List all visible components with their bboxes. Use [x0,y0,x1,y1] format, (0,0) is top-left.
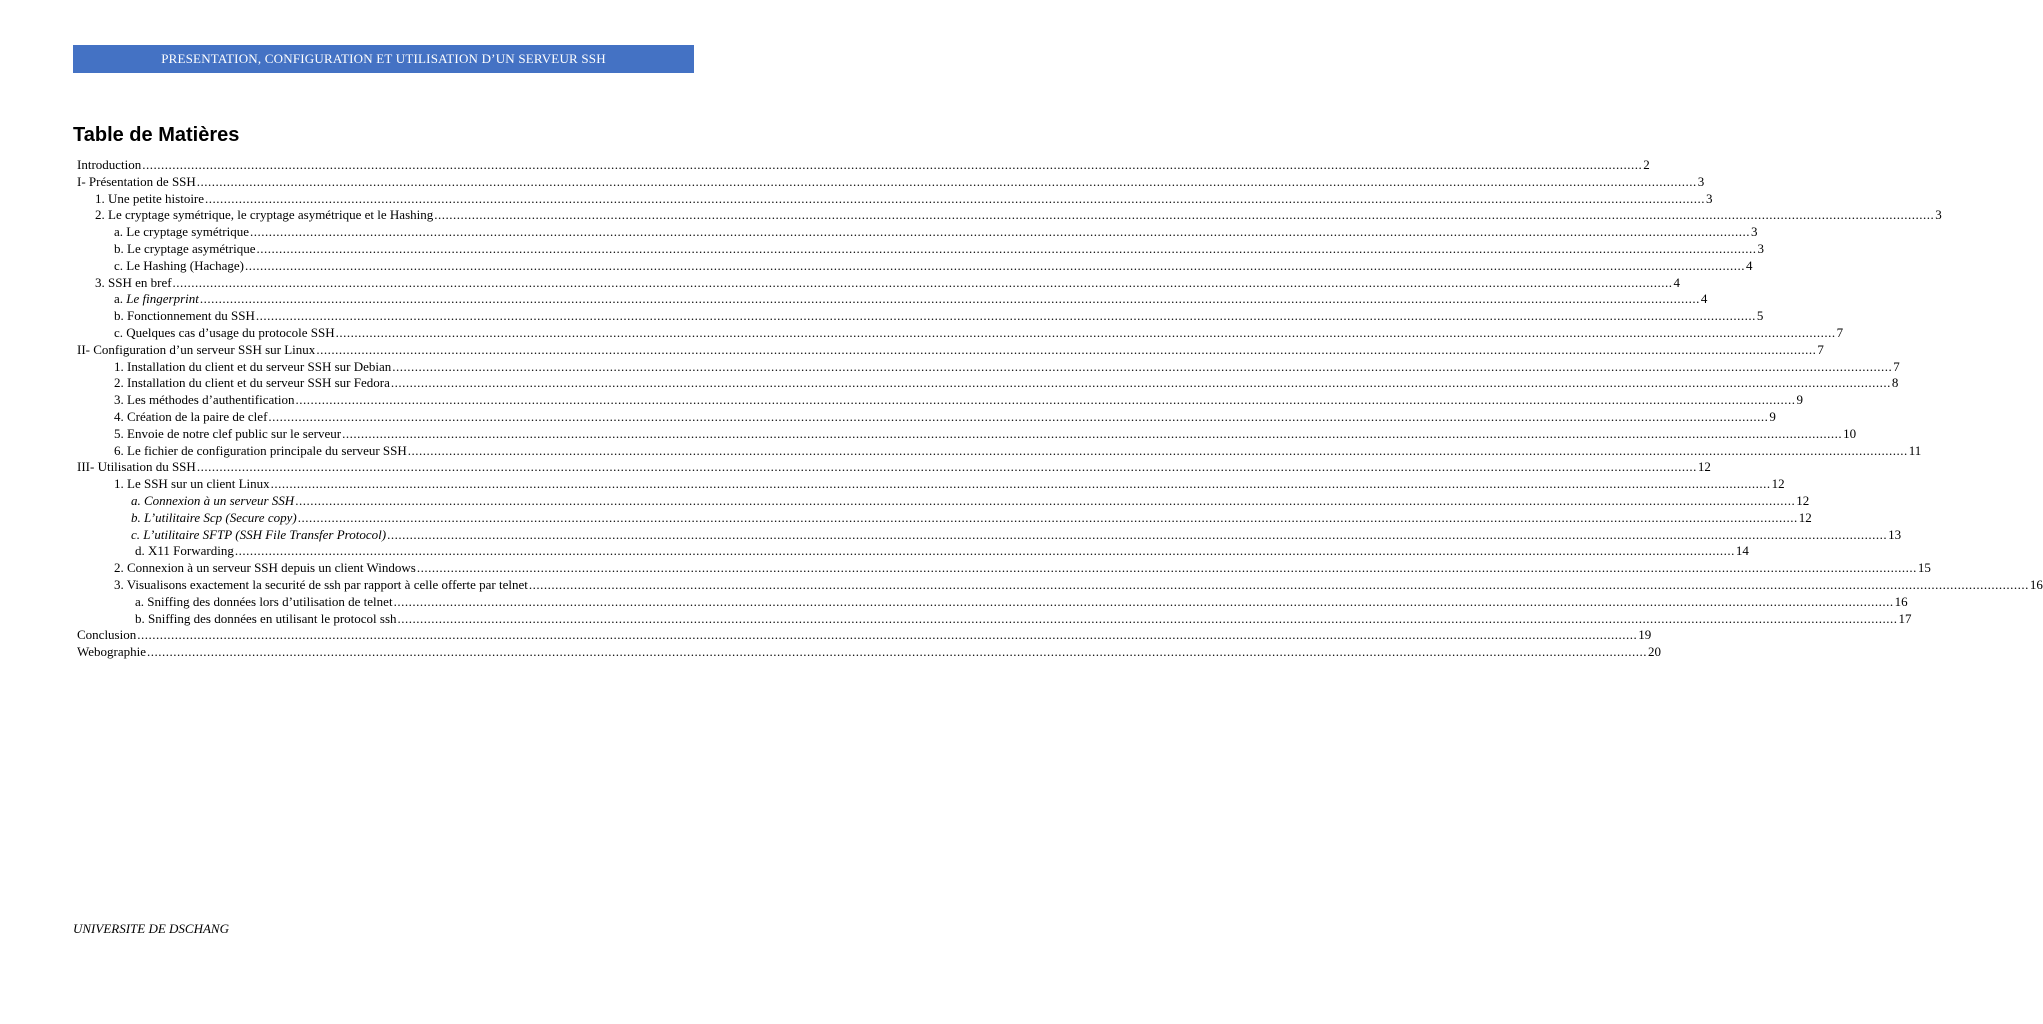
toc-entry-label: I- Présentation de SSH [77,173,196,189]
toc-entry-label: 2. Installation du client et du serveur SSH sur Fedora [114,375,390,391]
toc-entry-page: 12 [1796,492,1810,508]
toc-leader-dots: ................................................................................................................................................................................................................................................................................................................................................................................................................ [250,224,1750,240]
toc-leader-dots: ................................................................................................................................................................................................................................................................................................................................................................................................................ [297,509,1798,525]
toc-entry-page: 16 [1894,593,1908,609]
toc-entry[interactable] [77,308,1764,325]
toc-entry[interactable] [77,240,1764,258]
toc-entry-page: 19 [1638,627,1652,643]
toc-entry[interactable] [77,157,1650,174]
toc-entry[interactable] [77,207,1942,224]
toc-leader-dots: ................................................................................................................................................................................................................................................................................................................................................................................................................ [196,173,1697,189]
toc-entry-page: 4 [1745,257,1753,273]
toc-entry-label: Introduction [77,157,142,172]
toc-entry-label: c. Le Hashing (Hachage) [114,257,244,273]
toc-entry-page: 12 [1697,459,1711,475]
toc-entry-page: 15 [1917,560,1931,576]
toc-leader-dots: ................................................................................................................................................................................................................................................................................................................................................................................................................ [146,644,1647,660]
toc-leader-dots: ................................................................................................................................................................................................................................................................................................................................................................................................................ [295,492,1796,508]
toc-entry-page: 3 [1757,240,1764,256]
toc-entry[interactable] [77,526,1902,544]
toc-entry-page: 20 [1647,644,1661,660]
toc-entry-page: 2 [1643,157,1650,172]
toc-entry[interactable] [77,593,1908,611]
toc-entry[interactable] [77,476,1785,493]
toc-entry[interactable] [77,627,1652,644]
toc-entry[interactable] [77,375,1899,392]
toc-leader-dots: ................................................................................................................................................................................................................................................................................................................................................................................................................ [416,560,1917,576]
toc-entry-prefix: a. [114,291,127,307]
toc-entry-label: b. L’utilitaire Scp (Secure copy) [131,509,297,525]
toc-entry-page: 5 [1756,308,1764,324]
toc-entry-page: 12 [1771,476,1785,492]
toc-leader-dots: ................................................................................................................................................................................................................................................................................................................................................................................................................ [335,324,1836,340]
toc-leader-dots: ................................................................................................................................................................................................................................................................................................................................................................................................................ [244,257,1745,273]
toc-leader-dots: ................................................................................................................................................................................................................................................................................................................................................................................................................ [390,375,1891,391]
toc-leader-dots: ................................................................................................................................................................................................................................................................................................................................................................................................................ [256,240,1757,256]
toc-leader-dots: ................................................................................................................................................................................................................................................................................................................................................................................................................ [295,392,1796,408]
toc-entry-label: Webographie [77,644,146,660]
toc-leader-dots: ................................................................................................................................................................................................................................................................................................................................................................................................................ [268,408,1769,424]
toc-leader-dots: ................................................................................................................................................................................................................................................................................................................................................................................................................ [342,425,1843,441]
toc-entry-page: 8 [1891,375,1899,391]
toc-entry[interactable] [77,291,1708,308]
toc-entry-label [114,291,199,308]
toc-entry[interactable] [77,442,1922,460]
toc-leader-dots: ................................................................................................................................................................................................................................................................................................................................................................................................................ [407,442,1908,458]
toc-entry-label: 2. Connexion à un serveur SSH depuis un client Windows [114,560,416,576]
toc-entry[interactable] [77,425,1857,443]
toc-entry-label: III- Utilisation du SSH [77,459,196,475]
toc-leader-dots: ................................................................................................................................................................................................................................................................................................................................................................................................................ [434,207,1935,223]
toc-leader-dots: ................................................................................................................................................................................................................................................................................................................................................................................................................ [270,476,1771,492]
toc-entry-label: c. L’utilitaire SFTP (SSH File Transfer Protocol) [131,526,387,542]
toc-entry-page: 16 [2029,576,2043,592]
toc-leader-dots: ................................................................................................................................................................................................................................................................................................................................................................................................................ [199,291,1700,307]
toc-entry-label: d. X11 Forwarding [135,543,234,559]
toc-entry-label: 1. Installation du client et du serveur SSH sur Debian [114,358,392,374]
toc-entry[interactable] [77,408,1776,426]
toc-entry-page: 9 [1769,408,1776,424]
toc-entry-page: 7 [1817,341,1824,357]
toc-entry-label: 4. Création de la paire de clef [114,408,268,424]
toc-leader-dots: ................................................................................................................................................................................................................................................................................................................................................................................................................ [397,610,1898,626]
toc-entry-page: 12 [1798,509,1812,525]
toc-leader-dots: ................................................................................................................................................................................................................................................................................................................................................................................................................ [255,308,1756,324]
toc-entry[interactable] [77,341,1824,359]
toc-entry-label: a. Le cryptage symétrique [114,224,249,240]
toc-entry[interactable] [77,560,1931,577]
toc-leader-dots: ................................................................................................................................................................................................................................................................................................................................................................................................................ [142,157,1643,172]
toc-entry-page: 13 [1888,526,1902,542]
toc-leader-dots: ................................................................................................................................................................................................................................................................................................................................................................................................................ [196,459,1697,475]
toc-entry[interactable] [77,324,1844,342]
toc-leader-dots: ................................................................................................................................................................................................................................................................................................................................................................................................................ [234,543,1735,559]
toc-entry[interactable] [77,274,1681,292]
toc-entry-label: 3. SSH en bref [95,274,172,290]
toc-leader-dots: ................................................................................................................................................................................................................................................................................................................................................................................................................ [205,190,1706,206]
toc-entry-label: 5. Envoie de notre clef public sur le serveur [114,425,342,441]
toc-leader-dots: ................................................................................................................................................................................................................................................................................................................................................................................................................ [172,274,1673,290]
toc-leader-dots: ................................................................................................................................................................................................................................................................................................................................................................................................................ [137,627,1638,643]
toc-entry-label: 3. Les méthodes d’authentification [114,392,295,408]
toc-entry-label: c. Quelques cas d’usage du protocole SSH [114,324,335,340]
toc-leader-dots: ................................................................................................................................................................................................................................................................................................................................................................................................................ [392,358,1893,374]
toc-entry[interactable] [77,610,1912,628]
toc-entry-page: 7 [1836,324,1844,340]
toc-entry-label: II- Configuration d’un serveur SSH sur Linux [77,341,316,357]
toc-entry[interactable] [77,190,1713,208]
toc-leader-dots: ................................................................................................................................................................................................................................................................................................................................................................................................................ [316,341,1817,357]
toc-entry[interactable] [77,392,1804,409]
toc-entry[interactable] [77,576,2043,594]
toc-entry-page: 10 [1843,425,1857,441]
toc-entry-label: a. Sniffing des données lors d’utilisation de telnet [135,593,393,609]
toc-entry-label: b. Fonctionnement du SSH [114,308,255,324]
toc-entry-label: 2. Le cryptage symétrique, le cryptage asymétrique et le Hashing [95,207,434,223]
toc-entry-label: 1. Le SSH sur un client Linux [114,476,270,492]
toc-entry-page: 3 [1751,224,1758,240]
toc-entry-page: 3 [1935,207,1942,223]
toc-entry-label: a. Connexion à un serveur SSH [131,492,295,508]
toc-entry-page: 14 [1735,543,1749,559]
toc-entry-page: 3 [1706,190,1713,206]
document-header-bar [73,45,694,73]
toc-entry-page: 17 [1898,610,1912,626]
toc-entry[interactable] [77,257,1753,275]
toc-entry-label: b. Le cryptage asymétrique [114,240,256,256]
toc-entry-page: 4 [1700,291,1708,307]
toc-entry[interactable] [77,644,1661,661]
toc-entry[interactable] [77,543,1749,560]
toc-entry[interactable] [77,224,1758,241]
toc-entry[interactable] [77,358,1900,376]
toc-entry-label: 1. Une petite histoire [95,190,205,206]
toc-entry-page: 4 [1673,274,1681,290]
toc-leader-dots: ................................................................................................................................................................................................................................................................................................................................................................................................................ [387,526,1888,542]
footer-university: UNIVERSITE DE DSCHANG [73,921,229,936]
toc-entry[interactable] [77,509,1812,527]
toc-entry-label: Conclusion [77,627,137,643]
toc-leader-dots: ................................................................................................................................................................................................................................................................................................................................................................................................................ [393,593,1894,609]
toc-entry-page: 11 [1908,442,1922,458]
toc-entry-page: 3 [1697,173,1705,189]
toc-entry-page: 9 [1796,392,1804,408]
toc-entry[interactable] [77,173,1705,191]
toc-entry-label: 6. Le fichier de configuration principale du serveur SSH [114,442,407,458]
table-of-contents [77,157,2043,661]
toc-title: Table de Matières [73,124,240,146]
toc-entry-label: 3. Visualisons exactement la securité de ssh par rapport à celle offerte par telnet [114,576,528,592]
toc-entry[interactable] [77,492,1810,510]
toc-entry-text: Le fingerprint [126,291,199,307]
toc-entry-label: b. Sniffing des données en utilisant le protocol ssh [135,610,397,626]
document-header-title: PRESENTATION, CONFIGURATION ET UTILISATION D’UN SERVEUR SSH [161,51,606,66]
toc-leader-dots: ................................................................................................................................................................................................................................................................................................................................................................................................................ [528,576,2029,592]
toc-entry-page: 7 [1893,358,1900,374]
toc-entry[interactable] [77,459,1711,476]
